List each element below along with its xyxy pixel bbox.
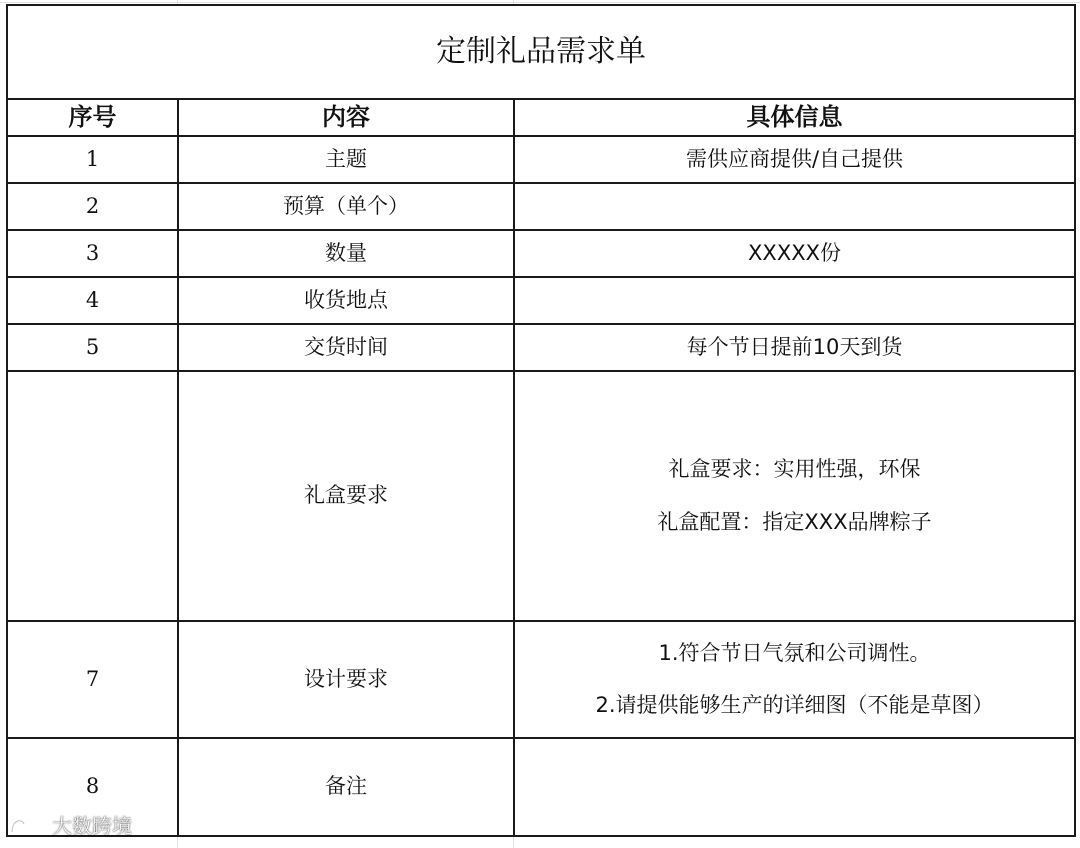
- details-cell[interactable]: [514, 230, 1075, 277]
- seq-cell[interactable]: 5: [7, 324, 178, 371]
- header-seq[interactable]: 序号: [7, 99, 178, 136]
- details-cell[interactable]: [514, 738, 1075, 836]
- sheet-gridline: [0, 2, 1080, 3]
- content-cell[interactable]: 设计要求: [178, 621, 514, 738]
- header-details[interactable]: 具体信息: [514, 99, 1075, 136]
- table-row: [7, 183, 1075, 230]
- table-row: [7, 324, 1075, 371]
- details-cell[interactable]: [514, 136, 1075, 183]
- seq-cell[interactable]: 2: [7, 183, 178, 230]
- table-row: [7, 738, 1075, 836]
- details-line: 礼盒配置：指定XXX品牌粽子: [657, 510, 932, 534]
- seq-cell[interactable]: 4: [7, 277, 178, 324]
- details-cell[interactable]: [514, 183, 1075, 230]
- title-row: [7, 5, 1075, 99]
- table-row: [7, 230, 1075, 277]
- details-cell[interactable]: [514, 371, 1075, 621]
- details-cell[interactable]: [514, 621, 1075, 738]
- details-line: 需供应商提供/自己提供: [685, 146, 904, 171]
- content-cell[interactable]: 收货地点: [178, 277, 514, 324]
- table-row: [7, 136, 1075, 183]
- details-line: 1.符合节日气氛和公司调性。: [658, 641, 931, 666]
- details-cell[interactable]: [514, 277, 1075, 324]
- details-cell[interactable]: [514, 324, 1075, 371]
- table-row: [7, 621, 1075, 738]
- content-cell[interactable]: 礼盒要求: [178, 371, 514, 621]
- details-line: 2.请提供能够生产的详细图（不能是草图）: [595, 692, 994, 717]
- seq-cell[interactable]: [7, 371, 178, 621]
- content-cell[interactable]: 交货时间: [178, 324, 514, 371]
- watermark-text: 大数跨境: [52, 814, 132, 838]
- seq-cell[interactable]: 3: [7, 230, 178, 277]
- brand-logo-icon: [8, 812, 48, 838]
- details-line: 每个节日提前10天到货: [686, 334, 903, 359]
- details-line: 礼盒要求：实用性强，环保: [668, 456, 921, 481]
- header-content[interactable]: 内容: [178, 99, 514, 136]
- header-row: [7, 99, 1075, 136]
- gift-request-form: [6, 4, 1076, 837]
- watermark: [8, 810, 132, 839]
- table-row: [7, 371, 1075, 621]
- content-cell[interactable]: 备注: [178, 738, 514, 836]
- form-title[interactable]: 定制礼品需求单: [7, 5, 1075, 99]
- seq-cell[interactable]: 8: [7, 738, 178, 836]
- table-row: [7, 277, 1075, 324]
- seq-cell[interactable]: 7: [7, 621, 178, 738]
- content-cell[interactable]: 预算（单个）: [178, 183, 514, 230]
- details-line: XXXXX份: [748, 240, 841, 265]
- seq-cell[interactable]: 1: [7, 136, 178, 183]
- content-cell[interactable]: 主题: [178, 136, 514, 183]
- content-cell[interactable]: 数量: [178, 230, 514, 277]
